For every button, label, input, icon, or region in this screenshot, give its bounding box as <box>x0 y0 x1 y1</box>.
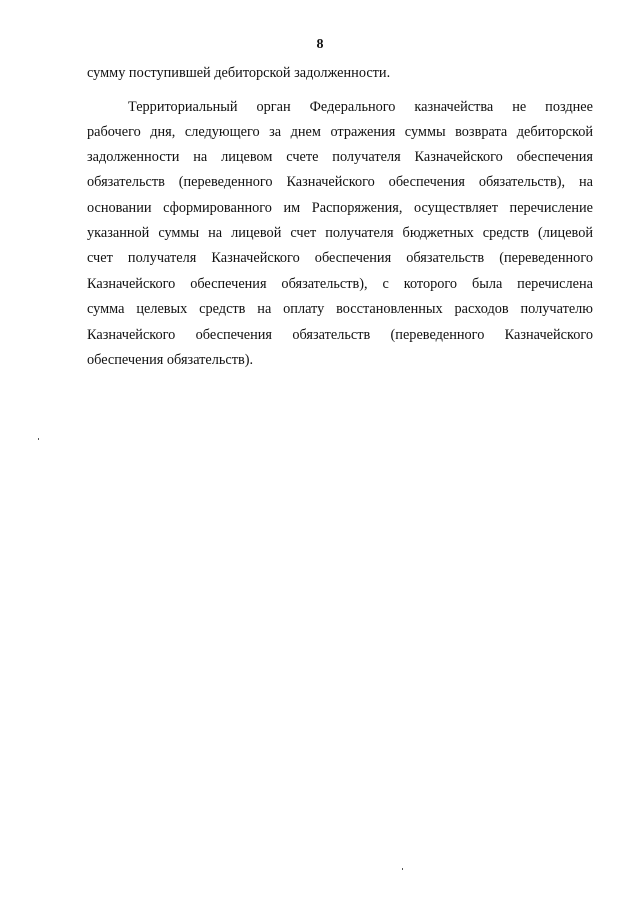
paragraph-line: основании сформированного им Распоряжения, осуществляет перечисление <box>87 200 593 216</box>
page-number: 8 <box>316 37 324 52</box>
paragraph-line: указанной суммы на лицевой счет получателя бюджетных средств (лицевой <box>87 225 593 241</box>
paragraph-line: счет получателя Казначейского обеспечения обязательств (переведенного <box>87 250 593 266</box>
paragraph-line: рабочего дня, следующего за днем отражения суммы возврата дебиторской <box>87 124 593 140</box>
paragraph-line: Казначейского обеспечения обязательств), с которого была перечислена <box>87 276 593 292</box>
continuation-line: сумму поступившей дебиторской задолженности. <box>87 65 391 81</box>
paragraph-line: сумма целевых средств на оплату восстановленных расходов получателю <box>87 301 593 317</box>
paragraph-line: обеспечения обязательств). <box>87 352 254 368</box>
paragraph-line: обязательств (переведенного Казначейского обеспечения обязательств), на <box>87 174 593 190</box>
scan-speck <box>402 868 403 870</box>
paragraph-line: Территориальный орган Федерального казначейства не позднее <box>128 99 593 115</box>
scan-speck <box>38 438 39 440</box>
paragraph-line: задолженности на лицевом счете получателя Казначейского обеспечения <box>87 149 593 165</box>
paragraph-line: Казначейского обеспечения обязательств (переведенного Казначейского <box>87 327 593 343</box>
